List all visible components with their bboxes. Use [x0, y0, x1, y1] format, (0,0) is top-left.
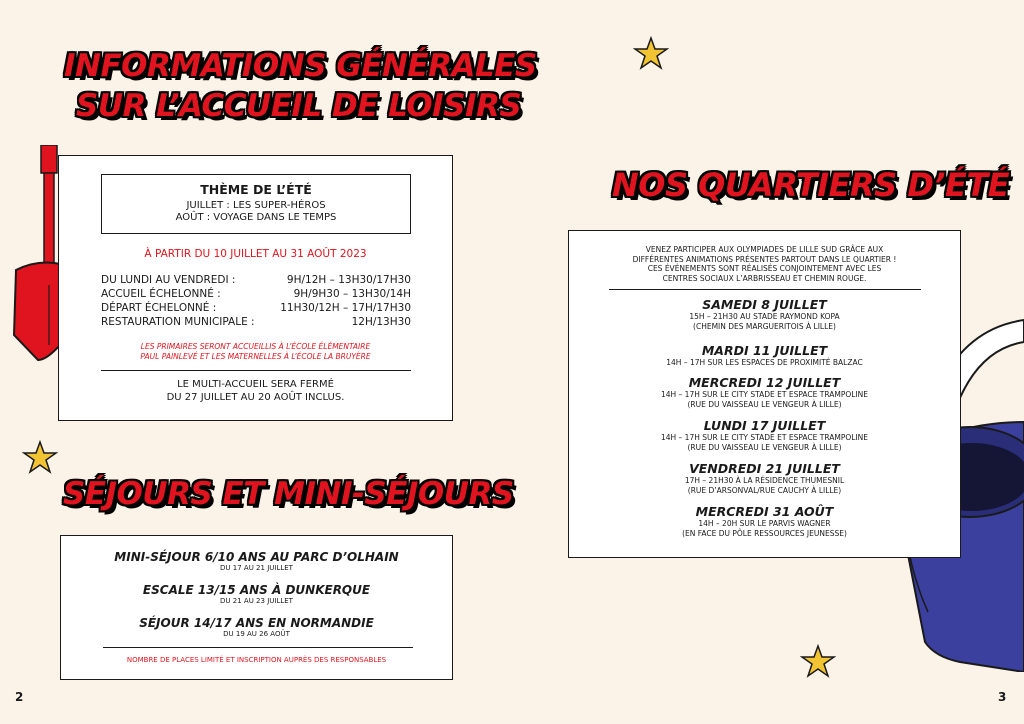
star-icon	[633, 36, 669, 70]
event-detail: 14H – 17H SUR LE CITY STADE ET ESPACE TRAMPOLINE	[660, 390, 869, 399]
stays-note: NOMBRE DE PLACES LIMITÉ ET INSCRIPTION AUPRÈS DES RESPONSABLES	[126, 656, 387, 664]
summer-theme-box	[101, 174, 411, 234]
schedule-value: 12H/13H30	[351, 316, 411, 328]
page-title-line1: INFORMATIONS GÉNÉRALES	[64, 48, 537, 84]
event-detail: 14H – 17H SUR LE CITY STADE ET ESPACE TRAMPOLINE	[660, 433, 869, 442]
theme-august: AOÛT : VOYAGE DANS LE TEMPS	[175, 212, 337, 223]
school-note	[59, 342, 452, 362]
school-note-line1: LES PRIMAIRES SERONT ACCUEILLIS À L’ÉCOLE ÉLÉMENTAIRE	[140, 342, 371, 351]
intro-line: CES ÉVÉNEMENTS SONT RÉALISÉS CONJOINTEMENT AVEC LES	[647, 264, 882, 273]
schedule-label: ACCUEIL ÉCHELONNÉ :	[101, 288, 221, 300]
star-icon	[22, 440, 58, 474]
stay-dates: DU 17 AU 21 JUILLET	[220, 564, 293, 572]
general-info-card	[58, 155, 453, 421]
event-date: SAMEDI 8 JUILLET	[702, 297, 827, 312]
page-number-right: 3	[998, 690, 1007, 704]
stay-title: ESCALE 13/15 ANS À DUNKERQUE	[142, 583, 371, 597]
neighborhood-title: NOS QUARTIERS D’ÉTÉ	[612, 166, 1010, 204]
stay-title: SÉJOUR 14/17 ANS EN NORMANDIE	[139, 616, 374, 630]
intro-line: VENEZ PARTICIPER AUX OLYMPIADES DE LILLE SUD GRÂCE AUX	[645, 245, 884, 254]
page-title	[64, 46, 537, 126]
intro-line: CENTRES SOCIAUX L’ARBRISSEAU ET CHEMIN ROUGE.	[662, 273, 867, 283]
intro-line: DIFFÉRENTES ANIMATIONS PRÉSENTES PARTOUT DANS LE QUARTIER !	[632, 254, 897, 264]
stay-item	[61, 550, 452, 572]
event-location: (CHEMIN DES MARGUERITOIS À LILLE)	[693, 322, 836, 331]
schedule-value: 9H/12H – 13H30/17H30	[286, 274, 411, 286]
divider	[103, 647, 413, 648]
divider	[609, 289, 921, 290]
event-date: MARDI 11 JUILLET	[701, 343, 828, 358]
event-item	[569, 343, 960, 368]
stay-item	[61, 583, 452, 605]
stays-title: SÉJOURS ET MINI-SÉJOURS	[63, 476, 514, 512]
event-date: LUNDI 17 JUILLET	[703, 418, 826, 433]
closure-line1: LE MULTI-ACCUEIL SERA FERMÉ	[177, 379, 334, 390]
stays-card	[60, 535, 453, 680]
schedule-label: DU LUNDI AU VENDREDI :	[101, 274, 236, 286]
summer-theme-heading: THÈME DE L’ÉTÉ	[200, 182, 312, 197]
schedule-label: RESTAURATION MUNICIPALE :	[101, 316, 255, 328]
stay-dates: DU 19 AU 26 AOÛT	[223, 630, 290, 638]
stay-item	[61, 616, 452, 638]
event-location: (RUE DU VAISSEAU LE VENGEUR À LILLE)	[687, 443, 842, 452]
divider	[101, 370, 411, 371]
date-range: À PARTIR DU 10 JUILLET AU 31 AOÛT 2023	[144, 248, 367, 260]
event-location: (RUE DU VAISSEAU LE VENGEUR À LILLE)	[687, 400, 842, 409]
event-item	[569, 297, 960, 332]
theme-july: JUILLET : LES SUPER-HÉROS	[186, 200, 326, 211]
event-detail: 15H – 21H30 AU STADE RAYMOND KOPA	[689, 312, 840, 321]
stay-dates: DU 21 AU 23 JUILLET	[220, 597, 293, 605]
schedule-value: 9H/9H30 – 13H30/14H	[293, 288, 411, 300]
schedule-table	[101, 274, 411, 334]
event-location: (RUE D’ARSONVAL/RUE CAUCHY À LILLE)	[687, 486, 842, 495]
events-card	[568, 230, 961, 558]
closure-notice	[59, 378, 452, 404]
page-title-line2: SUR L’ACCUEIL DE LOISIRS	[76, 88, 522, 124]
event-detail: 14H – 20H SUR LE PARVIS WAGNER	[698, 519, 831, 528]
event-date: MERCREDI 31 AOÛT	[695, 504, 834, 519]
event-date: VENDREDI 21 JUILLET	[689, 461, 840, 476]
closure-line2: DU 27 JUILLET AU 20 AOÛT INCLUS.	[166, 392, 345, 403]
school-note-line2: PAUL PAINLEVÉ ET LES MATERNELLES À L’ÉCOLE LA BRUYÈRE	[140, 352, 371, 361]
event-item	[569, 504, 960, 539]
event-item	[569, 418, 960, 453]
event-item	[569, 375, 960, 410]
star-icon	[800, 644, 836, 678]
schedule-value: 11H30/12H – 17H/17H30	[280, 302, 411, 314]
event-item	[569, 461, 960, 496]
schedule-label: DÉPART ÉCHELONNÉ :	[101, 302, 217, 314]
event-location: (EN FACE DU PÔLE RESSOURCES JEUNESSE)	[682, 529, 847, 538]
event-detail: 14H – 17H SUR LES ESPACES DE PROXIMITÉ BALZAC	[666, 358, 863, 367]
page-number-left: 2	[15, 690, 24, 704]
event-date: MERCREDI 12 JUILLET	[688, 375, 841, 390]
events-intro	[569, 245, 960, 283]
stay-title: MINI-SÉJOUR 6/10 ANS AU PARC D’OLHAIN	[114, 550, 399, 564]
event-detail: 17H – 21H30 À LA RÉSIDENCE THUMESNIL	[684, 476, 845, 485]
